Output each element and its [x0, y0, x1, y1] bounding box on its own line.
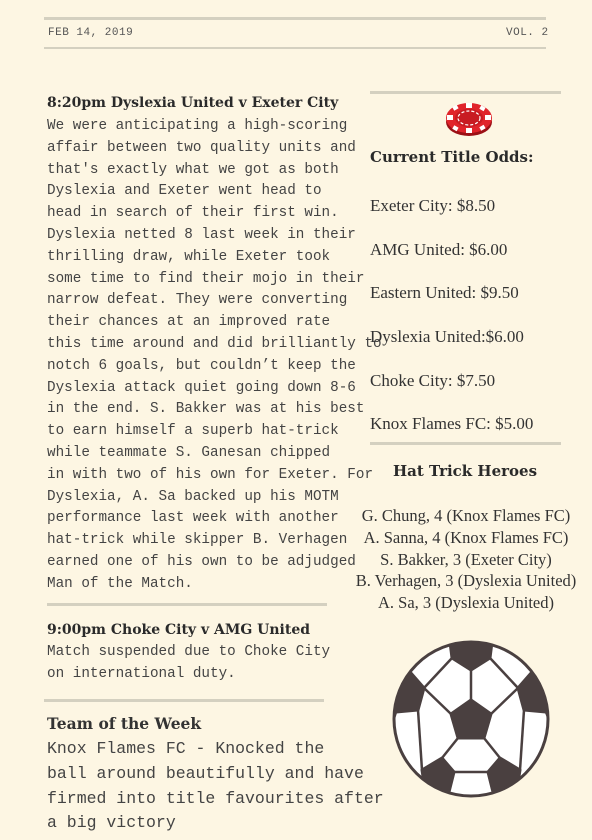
divider-match1: [47, 603, 327, 606]
match1-report-line: in the end. S. Bakker was at his best: [47, 401, 365, 418]
odds-item-amg: AMG United: $6.00: [370, 240, 508, 259]
hat-trick-hero: A. Sa, 3 (Dyslexia United): [378, 593, 554, 613]
team-of-week-text: [47, 737, 384, 836]
divider-match2: [44, 699, 324, 702]
header-top-rule: [44, 17, 546, 20]
match1-report-line: Dyslexia attack quiet going down 8-6: [47, 379, 356, 396]
team-of-week-line: firmed into title favourites after: [47, 788, 384, 808]
hat-trick-hero: B. Verhagen, 3 (Dyslexia United): [355, 571, 577, 591]
hat-trick-title: Hat Trick Heroes: [392, 462, 538, 480]
soccer-ball-icon: [392, 640, 550, 798]
team-of-week-line: Knox Flames FC - Knocked the: [47, 739, 325, 758]
match1-report-line: hat-trick while skipper B. Verhagen: [47, 532, 348, 549]
match1-report-line: to earn himself a superb hat-trick: [47, 423, 339, 440]
hat-trick-hero: S. Bakker, 3 (Exeter City): [380, 549, 552, 569]
match1-report-line: while teammate S. Ganesan chipped: [47, 444, 331, 461]
match1-report-line: performance last week with another: [47, 510, 339, 527]
match2-title: 9:00pm Choke City v AMG United: [47, 622, 311, 638]
poker-chip-icon: [445, 100, 493, 138]
match1-report-line: Dyslexia netted 8 last week in their: [47, 226, 356, 243]
odds-item-choke: Choke City: $7.50: [370, 371, 496, 390]
match1-report-line: Dyslexia and Exeter went head to: [47, 183, 322, 200]
match1-report-line: earned one of his own to be adjudged: [47, 553, 356, 570]
odds-bottom-rule: [370, 442, 561, 445]
hat-trick-hero: A. Sanna, 4 (Knox Flames FC): [363, 527, 569, 547]
odds-item-dyslexia: Dyslexia United:$6.00: [370, 327, 524, 346]
match1-report-line: thrilling draw, while Exeter took: [47, 248, 331, 265]
match1-report-line: some time to find their mojo in their: [47, 270, 365, 287]
header-bottom-rule: [44, 47, 546, 49]
match1-report-line: their chances at an improved rate: [47, 314, 331, 331]
odds-title: Current Title Odds:: [370, 148, 534, 166]
match2-report: [47, 642, 347, 686]
match1-report-line: We were anticipating a high-scoring: [47, 118, 348, 134]
match1-title: 8:20pm Dyslexia United v Exeter City: [47, 95, 339, 111]
hat-trick-hero: G. Chung, 4 (Knox Flames FC): [361, 506, 571, 525]
odds-item-knox: Knox Flames FC: $5.00: [370, 414, 534, 433]
match2-report-line: Match suspended due to Choke City: [47, 644, 331, 660]
match1-report: [47, 116, 382, 596]
match1-report-line: notch 6 goals, but couldn’t keep the: [47, 357, 356, 374]
issue-volume: VOL. 2: [506, 27, 549, 39]
odds-top-rule: [370, 91, 561, 94]
odds-item-exeter: Exeter City: $8.50: [370, 196, 496, 215]
match1-report-line: head in search of their first win.: [47, 205, 339, 222]
match1-report-line: this time around and did brilliantly to: [47, 335, 382, 352]
hat-trick-list: [338, 505, 592, 614]
issue-date: FEB 14, 2019: [48, 27, 134, 39]
match1-report-line: Man of the Match.: [47, 575, 193, 592]
team-of-week-line: ball around beautifully and have: [47, 763, 364, 783]
match1-report-line: Dyslexia, A. Sa backed up his MOTM: [47, 488, 339, 505]
match1-report-line: affair between two quality units and: [47, 139, 356, 156]
match1-report-line: that's exactly what we got as both: [47, 161, 339, 178]
match1-report-line: narrow defeat. They were converting: [47, 292, 348, 309]
team-of-week-title: Team of the Week: [47, 714, 202, 733]
match2-report-line: on international duty.: [47, 665, 236, 682]
odds-item-eastern: Eastern United: $9.50: [370, 283, 519, 302]
team-of-week-line: a big victory: [47, 813, 176, 833]
match1-report-line: in with two of his own for Exeter. For: [47, 466, 374, 483]
